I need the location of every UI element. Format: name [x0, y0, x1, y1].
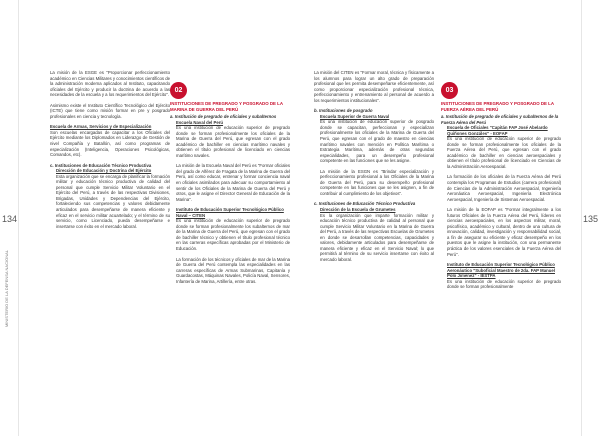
page-number-right: 135 — [583, 214, 599, 224]
escuela-armas-body: Son escuelas encargadas de capacitar a los Oficiales del Ejército mediante los Diplomados en Liderazgo de Gestión de nivel Compañía y Batallón, así como programas de especialización (Inteligencia, Operaciones Psicológicas, Comandos, etc). — [50, 129, 170, 158]
posgrado-title: b. Instituciones de posgrado — [314, 108, 373, 114]
section-badge-03: 03 — [441, 82, 458, 99]
icte-paragraph: Asimismo existe el Instituto Científico Tecnológico del Ejército (ICTE) que tiene como misión formar en pre y posgrado profesionales en ciencia y tecnología. — [50, 102, 170, 119]
left-page-edge — [18, 0, 19, 436]
eofap-mission: La misión de la EOFAP es "Formar integralmente a los futuros Oficiales de la Fuerza Aérea del Perú, líderes en ciencias aeroespaciales, en los aspectos militar, moral, psicofísico, académico y cultural, dentro de una cultura de innovación, calidad, investigación y responsabilidad social, a fin de asegurar su eficiente y eficaz desempeño en los puestos que le asigne la institución, con una permanente práctica de los valores esenciales de la Fuerza Aérea del Perú". — [447, 207, 561, 257]
item-c-title-right: c. Instituciones de Educación Técnico Productiva — [314, 201, 416, 207]
escuela-naval-mission: La misión de la Escuela Naval del Perú es "Formar oficiales del grado de Alférez de Fragata de la Marina de Guerra del Perú, así como educar, entrenar y formar conciencia naval en oficiales asimilados para adecuar su comportamiento al sentir de los Oficiales de la Marina de Guerra del Perú y otros, que le asigne el Director General de Educación de la Marina". — [176, 163, 290, 202]
citen-mission-paragraph: La misión del CITEN es "Formar moral, técnica y físicamente a los alumnos para lograr un alto grado de preparación profesional que les permita desempeñarse eficientemente, así como proporcionar especialización profesional técnica, perfeccionamiento y entrenamiento al personal de acuerdo a los requerimientos institucionales". — [314, 70, 434, 103]
direccion-educacion-title: Dirección de Educación y Doctrina del Ejército — [56, 168, 152, 174]
citen-title: Instituto de Educación Superior Tecnológico Público Naval – CITEN — [176, 207, 284, 218]
left-column-1 — [50, 70, 170, 234]
esge-mission-paragraph: La misión de la ESGE es "Proporcionar perfeccionamiento académico en Ciencias Militares y conocimientos científicos de la administración moderna aplicados al Instituto, capacitando oficiales del Ejército y producir la doctrina de acuerdo a las necesidades de la escuela y a los requerimientos del Ejército". — [50, 70, 170, 98]
esgn-title: Escuela Superior de Guerra Naval — [320, 113, 390, 119]
direccion-educacion-body: Esta organización que se encarga de planificar la formación militar y educación técnico productiva de calidad del personal que cumple Servicio Militar Voluntario en el Ejército del Perú, a través de las respectivas Divisiones, Brigadas, Unidades y Dependencias del Ejército, fortaleciendo sus competencias y valores debidamente articulados para desempeñarse de manera eficiente y eficaz en el servicio militar acuartelado; y el término de su servicio, como Licenciado, pueda desempeñarse e insertarse con éxito en el mercado laboral. — [56, 173, 170, 229]
item-c-title-left: c. Instituciones de Educación Técnico Productiva — [50, 162, 152, 168]
eofap-programs: La formación de los oficiales de la Fuerza Aérea del Perú contempla los Programas de Estudios (carrera profesional) de Ciencias de la Administración Aeroespacial, Ingeniería Aeronáutica Aeroespacial, Ingeniería Electrónica Aeroespacial, Ingeniería de Sistemas Aeroespacial. — [447, 174, 561, 202]
iestpa-body: Es una institución de educación superior de pregrado donde se forman profesionalmente — [447, 278, 561, 290]
grumetes-body: Es la organización que imparte formación militar y educación técnico productiva de calidad al personal que cumple Servicio Militar Voluntario en la Marina de Guerra del Perú, a través de las respectivas Escuelas de Grumetes en donde se desarrollan competencias, capacidades y valores, debidamente articulados para desempeñarse de manera eficiente y eficaz en el Servicio Naval; lo que permitirá al término de su servicio insertarse con éxito al mercado laboral. — [320, 212, 434, 262]
page-number-left: 134 — [2, 214, 18, 224]
right-column-4 — [441, 101, 561, 295]
marina-section-heading: INSTITUCIONES DE PREGRADO Y POSGRADO DE LA MARINA DE GUERRA DEL PERÚ — [170, 101, 283, 112]
marina-item-a-title: a. Institución de pregrado de oficiales y subalternos — [170, 114, 277, 119]
escuela-naval-title: Escuela Naval del Perú — [176, 119, 224, 125]
right-column-3 — [314, 70, 434, 268]
section-badge-02: 02 — [170, 82, 187, 99]
eofap-body: Es una institución de educación superior de pregrado donde se forman profesionalmente los oficiales de la Fuerza Aérea del Perú, que egresan con el grado académico de bachiller en ciencias aeroespaciales y obtienen el título profesional de licenciado en Ciencias de la Administración Aeroespacial. — [447, 136, 561, 169]
escuela-armas-title: Escuela de Armas, Servicios y de Especialización — [50, 124, 152, 130]
esgn-body: Es una institución de educación superior de posgrado donde se capacitan, perfeccionan y especializan profesionalmente los oficiales de la Marina de Guerra del Perú, que egresan con el grado de maestro en ciencias marítimo navales con mención en Política Marítima o Estrategia Marítima, además de otras segundas especialidades, para un desempeño profesional competente en las funciones que se les asigne. — [320, 119, 434, 164]
escuela-naval-body: Es una institución de educación superior de pregrado donde se forman profesionalmente los oficiales de la Marina de Guerra del Perú, que egresan con el grado académico de bachiller en ciencias marítimo navales y obtienen el título profesional de licenciado en ciencias marítimo navales. — [176, 125, 290, 158]
eofap-title: Escuela de Oficiales "Capitán FAP José Abelardo Quiñones Gonzáles" - EOFAP — [447, 125, 548, 136]
esgn-mission: La misión de la ESGN es "Brindar especialización y perfeccionamiento profesional a los Oficiales de la Marina de Guerra del Perú, para su desempeño profesional competente en las funciones que se les asignen, a fin de contribuir al cumplimiento de los objetivos". — [320, 168, 434, 196]
grumetes-title: Dirección de la Escuela de Grumetes — [320, 207, 396, 213]
iestpa-title: Instituto de Educación Superior Tecnológico Público Aeronáutico "Suboficial Maestro de 2da. FAP Manuel Polo Jiménez" - IESTPA — [447, 262, 555, 279]
right-side-tab — [582, 0, 600, 436]
fap-section-heading: INSTITUCIONES DE PREGRADO Y POSGRADO DE LA FUERZA AÉREA DEL PERÚ — [441, 101, 554, 112]
left-column-2 — [170, 101, 290, 289]
marina-formation-paragraph: La formación de los técnicos y oficiales de mar de la Marina de Guerra del Perú contempla las especialidades en las carreras específicas de Armas Submarinas, Capitanía y Guardacostas, Máquinas Navales, Policía Naval, Sensores, Infantería de Marina, Artillería, entre otras. — [176, 256, 290, 284]
page-vertical-caption: MINISTERIO DE LA DEFENSA NACIONAL — [4, 250, 9, 328]
left-side-tab — [0, 0, 18, 436]
citen-body: Es una institución de educación superior de pregrado donde se forman profesionalmente los subalternos de mar de la Marina de Guerra del Perú, que egresan con el grado de bachiller técnico y obtienen el título profesional técnico en las carreras específicas aprobadas por el Ministerio de Educación. — [176, 218, 290, 252]
fap-item-a-title: a. Institución de pregrado de oficiales y subalternos de la Fuerza Aérea del Perú — [441, 114, 559, 125]
